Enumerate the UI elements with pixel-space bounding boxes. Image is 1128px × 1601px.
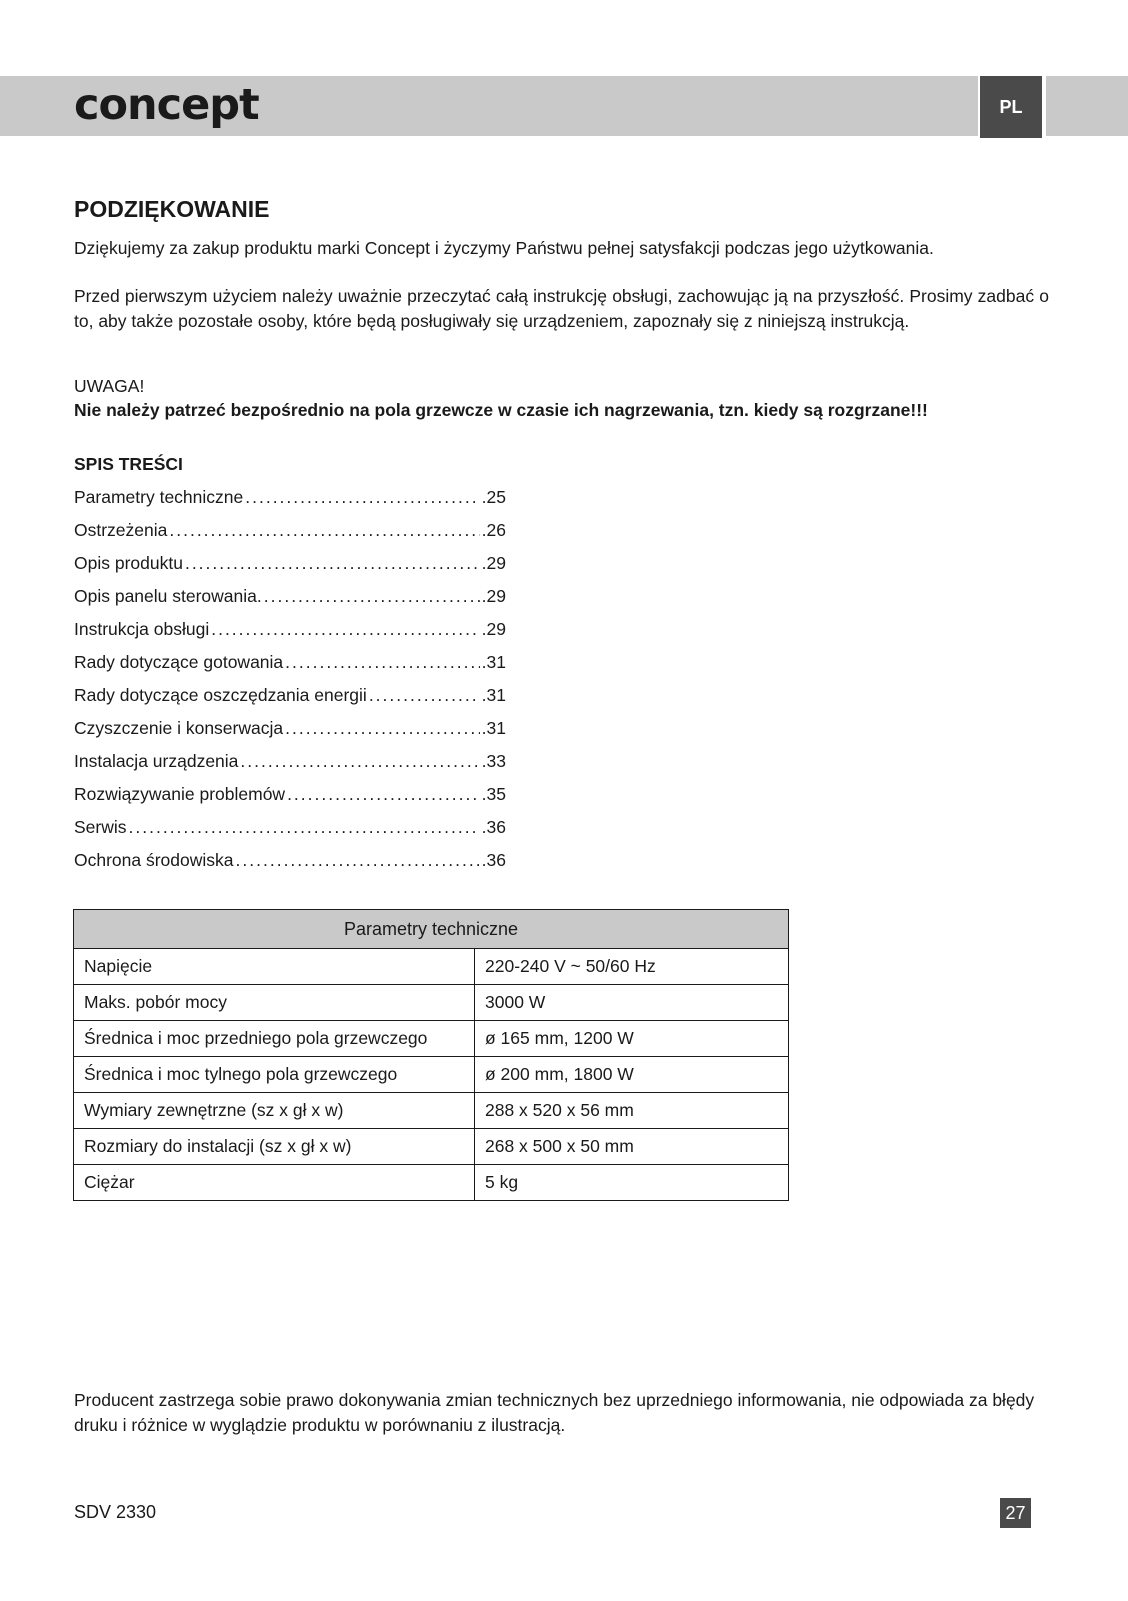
toc-item xyxy=(74,648,506,681)
toc-item xyxy=(74,747,506,780)
toc-dot-leader xyxy=(129,813,480,841)
page-number: 27 xyxy=(1000,1498,1031,1528)
toc-dot-leader xyxy=(285,648,480,676)
toc-item-label: Parametry techniczne xyxy=(74,487,244,507)
spec-value: 3000 W xyxy=(475,985,789,1021)
toc-dot-leader xyxy=(211,615,479,643)
toc-item-label: Ochrona środowiska xyxy=(74,850,234,870)
spec-name: Ciężar xyxy=(74,1165,475,1201)
spec-value: ø 200 mm, 1800 W xyxy=(475,1057,789,1093)
toc-item-label: Rady dotyczące gotowania xyxy=(74,652,284,672)
toc-item-page: .36 xyxy=(481,817,506,837)
toc-dot-leader xyxy=(264,582,480,610)
toc-item-label: Instalacja urządzenia xyxy=(74,751,239,771)
spec-value: ø 165 mm, 1200 W xyxy=(475,1021,789,1057)
toc-dot-leader xyxy=(169,516,479,544)
toc-item-label: Opis panelu sterowania. xyxy=(74,586,262,606)
warning-label: UWAGA! xyxy=(74,376,145,396)
table-row xyxy=(74,1057,789,1093)
table-row xyxy=(74,1165,789,1201)
toc-title: SPIS TREŚCI xyxy=(74,454,183,474)
spec-name: Napięcie xyxy=(74,949,475,985)
toc-item xyxy=(74,714,506,747)
spec-name: Średnica i moc przedniego pola grzewczego xyxy=(74,1021,475,1057)
spec-name: Średnica i moc tylnego pola grzewczego xyxy=(74,1057,475,1093)
toc-item-page: .36 xyxy=(481,850,506,870)
toc-item-page: .31 xyxy=(481,718,506,738)
toc-item-page: .29 xyxy=(481,553,506,573)
toc-dot-leader xyxy=(245,483,479,511)
warning-text: Nie należy patrzeć bezpośrednio na pola grzewcze w czasie ich nagrzewania, tzn. kiedy są rozgrzane!!! xyxy=(74,400,928,420)
table-row xyxy=(74,1129,789,1165)
toc-item-label: Ostrzeżenia xyxy=(74,520,168,540)
toc-item xyxy=(74,615,506,648)
toc-dot-leader xyxy=(287,780,480,808)
toc-item-page: .29 xyxy=(481,586,506,606)
toc-item-label: Instrukcja obsługi xyxy=(74,619,210,639)
toc-item-label: Rady dotyczące oszczędzania energii xyxy=(74,685,367,705)
toc-item xyxy=(74,780,506,813)
model-number: SDV 2330 xyxy=(74,1502,157,1522)
table-row xyxy=(74,1021,789,1057)
specs-table-header: Parametry techniczne xyxy=(74,910,789,949)
spec-value: 288 x 520 x 56 mm xyxy=(475,1093,789,1129)
toc-dot-leader xyxy=(185,549,480,577)
disclaimer-note: Producent zastrzega sobie prawo dokonywania zmian technicznych bez uprzedniego informowania, nie odpowiada za błędy druku i różnice w wyglądzie produktu w porównaniu z ilustracją. xyxy=(74,1390,1035,1435)
concept-logo: concept xyxy=(74,80,259,130)
toc-item-page: .29 xyxy=(481,619,506,639)
header-bar-end xyxy=(1046,76,1128,136)
toc-dot-leader xyxy=(285,714,480,742)
toc-item-page: .25 xyxy=(481,487,506,507)
table-row xyxy=(74,949,789,985)
toc-item-label: Rozwiązywanie problemów xyxy=(74,784,286,804)
specs-table xyxy=(73,909,789,1201)
language-badge: PL xyxy=(980,76,1042,138)
toc-dot-leader xyxy=(369,681,480,709)
toc-item-label: Serwis xyxy=(74,817,127,837)
toc-item-page: .26 xyxy=(481,520,506,540)
toc-item xyxy=(74,516,506,549)
toc-item xyxy=(74,813,506,846)
intro-paragraph-2: Przed pierwszym użyciem należy uważnie przeczytać całą instrukcję obsługi, zachowując ją na przyszłość. Prosimy zadbać o to, aby także pozostałe osoby, które będą posługiwały się urządzeniem, zapoznały się z niniejszą instrukcją. xyxy=(74,286,1049,331)
table-of-contents xyxy=(74,483,506,879)
intro-paragraph-1: Dziękujemy za zakup produktu marki Concept i życzymy Państwu pełnej satysfakcji podczas jego użytkowania. xyxy=(74,238,934,258)
toc-item-page: .31 xyxy=(481,652,506,672)
toc-item-page: .33 xyxy=(481,751,506,771)
spec-name: Wymiary zewnętrzne (sz x gł x w) xyxy=(74,1093,475,1129)
table-row xyxy=(74,985,789,1021)
spec-value: 220-240 V ~ 50/60 Hz xyxy=(475,949,789,985)
spec-value: 268 x 500 x 50 mm xyxy=(475,1129,789,1165)
toc-item xyxy=(74,549,506,582)
toc-item xyxy=(74,681,506,714)
toc-dot-leader xyxy=(240,747,479,775)
toc-item-label: Opis produktu xyxy=(74,553,183,573)
toc-item xyxy=(74,846,506,879)
page-title: PODZIĘKOWANIE xyxy=(74,196,270,222)
toc-item xyxy=(74,483,506,516)
toc-item-page: .35 xyxy=(481,784,506,804)
toc-item-page: .31 xyxy=(481,685,506,705)
spec-name: Rozmiary do instalacji (sz x gł x w) xyxy=(74,1129,475,1165)
spec-name: Maks. pobór mocy xyxy=(74,985,475,1021)
toc-item xyxy=(74,582,506,615)
toc-dot-leader xyxy=(236,846,480,874)
toc-item-label: Czyszczenie i konserwacja xyxy=(74,718,284,738)
spec-value: 5 kg xyxy=(475,1165,789,1201)
table-row xyxy=(74,1093,789,1129)
